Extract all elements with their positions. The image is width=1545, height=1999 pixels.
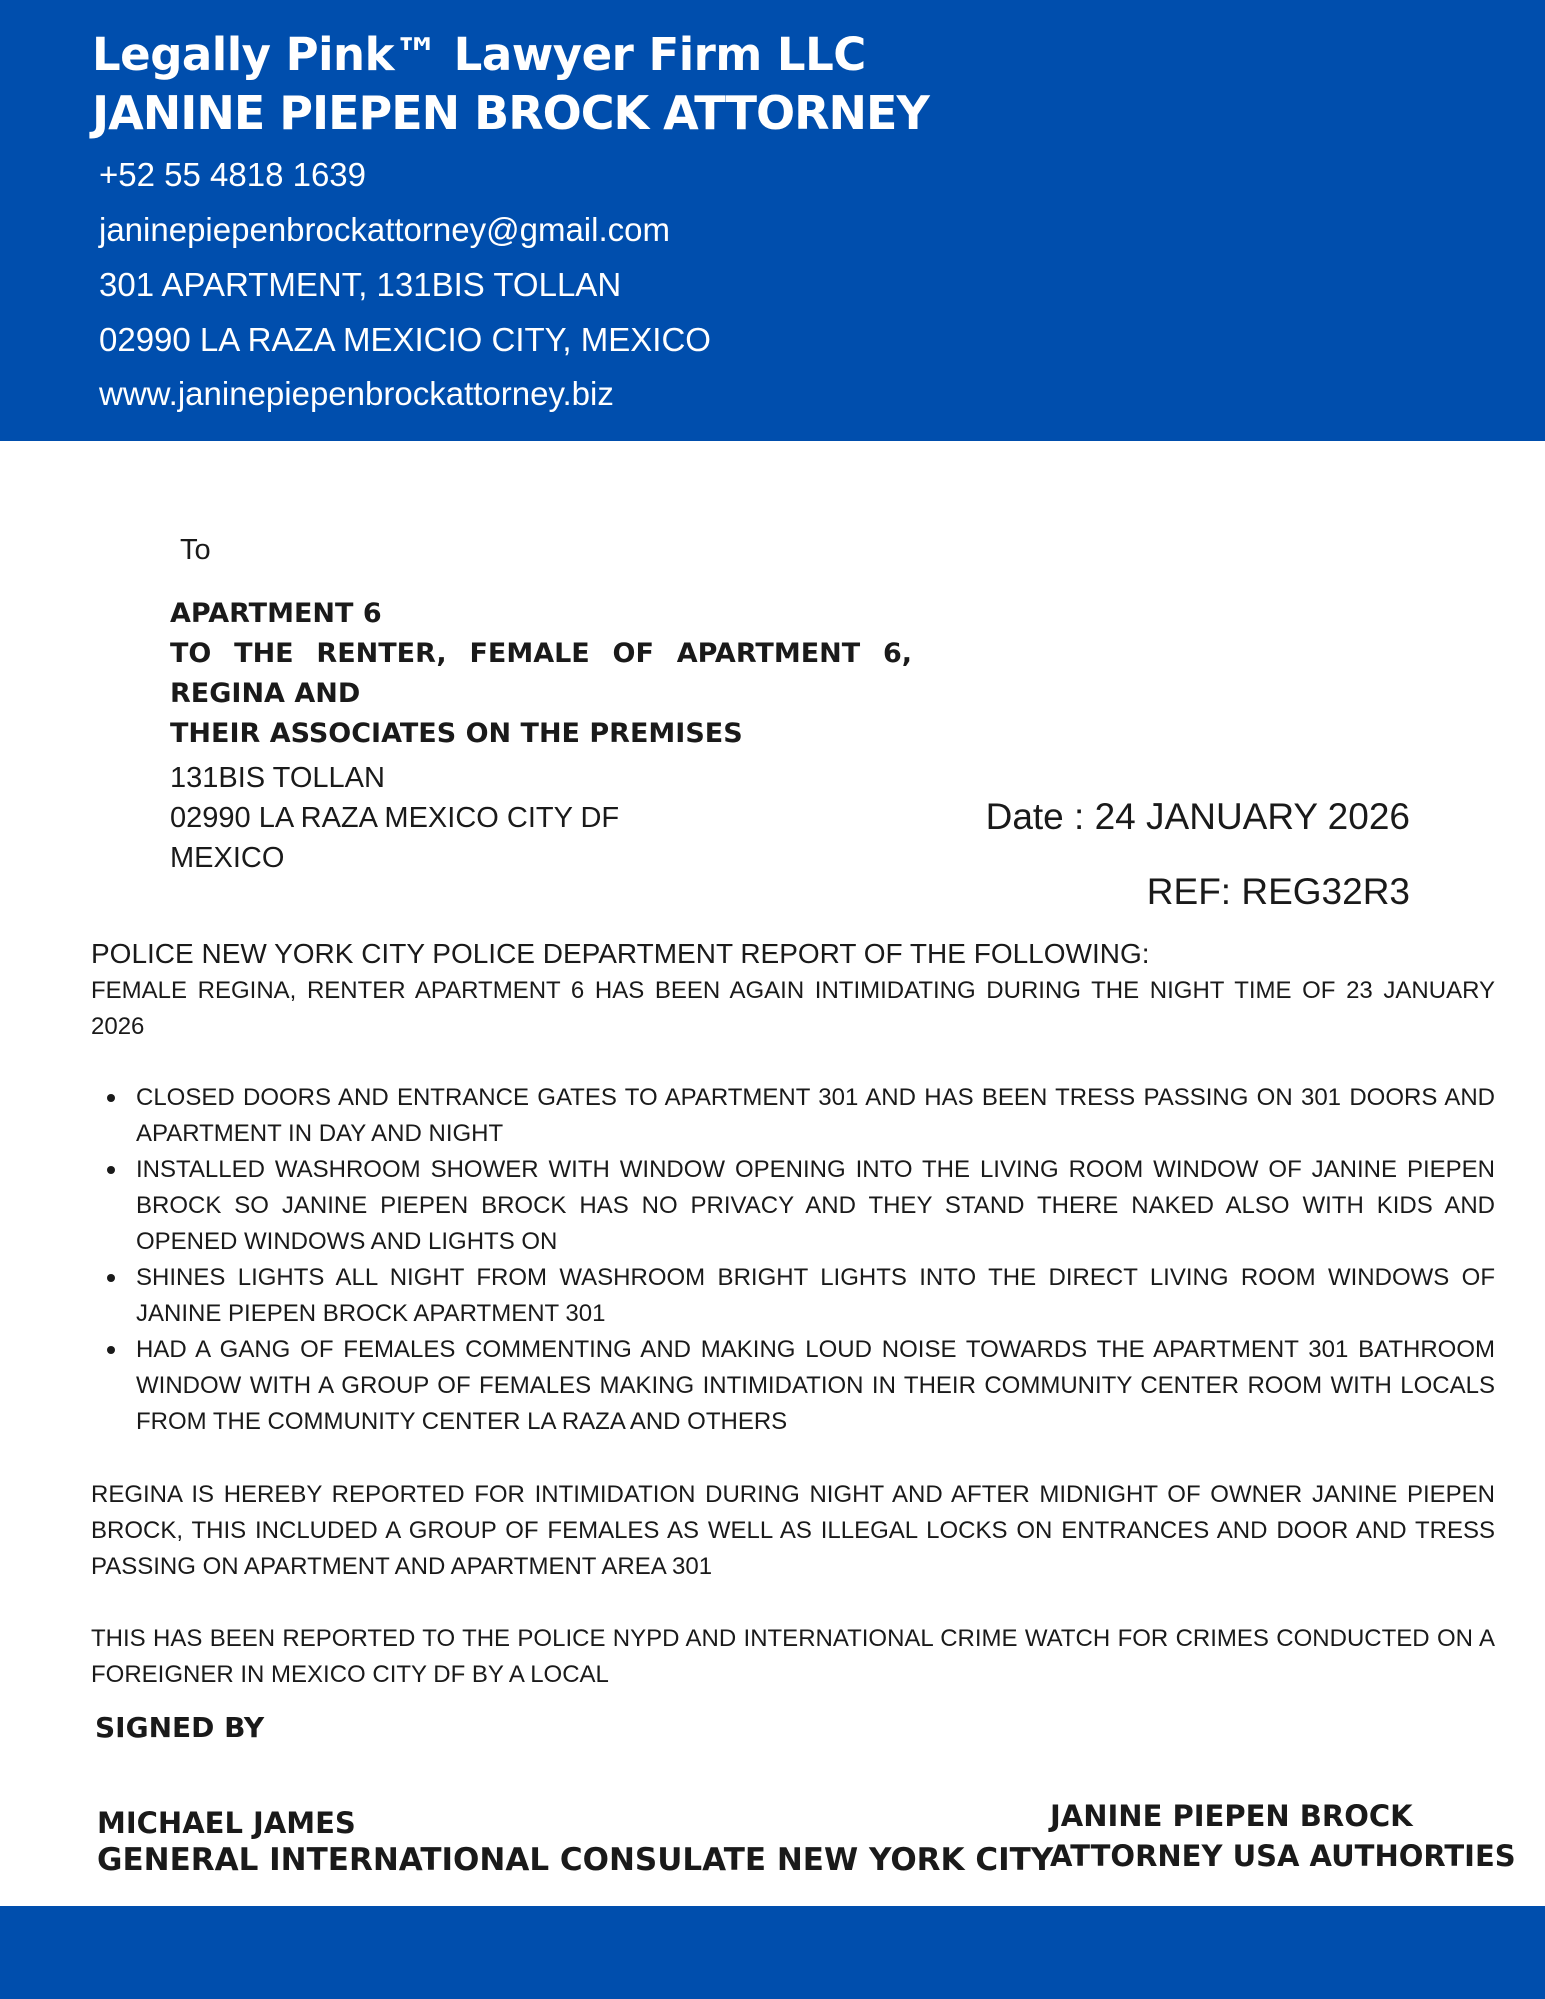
website-url: www.janinepiepenbrockattorney.biz	[99, 375, 614, 412]
email-address: janinepiepenbrockattorney@gmail.com	[99, 211, 670, 248]
reference-number: REF: REG32R3	[1146, 871, 1410, 912]
signatory-right-title: ATTORNEY USA AUTHORTIES	[1050, 1839, 1516, 1873]
sender-address-line-2: 02990 LA RAZA MEXICIO CITY, MEXICO	[99, 321, 711, 358]
recipient-line-4: THEIR ASSOCIATES ON THE PREMISES	[170, 718, 743, 749]
firm-name: Legally Pink™ Lawyer Firm LLC	[92, 28, 866, 81]
letterhead-band	[0, 0, 1545, 441]
recipient-address-line-2: 02990 LA RAZA MEXICO CITY DF	[170, 802, 620, 834]
recipient-line-1: APARTMENT 6	[170, 598, 382, 629]
report-paragraph: REGINA IS HEREBY REPORTED FOR INTIMIDATION DURING NIGHT AND AFTER MIDNIGHT OF OWNER JANINE PIEPEN BROCK, THIS INCLUDED A GROUP OF FEMALES AS WELL AS ILLEGAL LOCKS ON ENTRANCES AND DOOR AND TRESS PASSING ON APARTMENT AND APARTMENT AREA 301	[91, 1481, 1495, 1580]
signatory-left-title: GENERAL INTERNATIONAL CONSULATE NEW YORK CITY	[97, 1842, 1054, 1878]
report-heading: POLICE NEW YORK CITY POLICE DEPARTMENT REPORT OF THE FOLLOWING:	[91, 938, 1150, 969]
recipient-line-2: TO THE RENTER, FEMALE OF APARTMENT 6,	[170, 638, 912, 669]
signatory-left-name: MICHAEL JAMES	[97, 1806, 356, 1840]
footer-band	[0, 1906, 1545, 1999]
list-item: INSTALLED WASHROOM SHOWER WITH WINDOW OPENING INTO THE LIVING ROOM WINDOW OF JANINE PIEPEN BROCK SO JANINE PIEPEN BROCK HAS NO PRIVACY AND THEY STAND THERE NAKED ALSO WITH KIDS AND OPENED WINDOWS AND LIGHTS ON	[91, 1152, 1495, 1260]
recipient-block	[170, 594, 912, 754]
list-item: SHINES LIGHTS ALL NIGHT FROM WASHROOM BRIGHT LIGHTS INTO THE DIRECT LIVING ROOM WINDOWS OF JANINE PIEPEN BROCK APARTMENT 301	[91, 1260, 1495, 1332]
police-paragraph: THIS HAS BEEN REPORTED TO THE POLICE NYPD AND INTERNATIONAL CRIME WATCH FOR CRIMES CONDUCTED ON A FOREIGNER IN MEXICO CITY DF BY A LOCAL	[91, 1625, 1495, 1688]
recipient-address-line-3: MEXICO	[170, 842, 285, 874]
list-item: HAD A GANG OF FEMALES COMMENTING AND MAKING LOUD NOISE TOWARDS THE APARTMENT 301 BATHROOM WINDOW WITH A GROUP OF FEMALES MAKING INTIMIDATION IN THEIR COMMUNITY CENTER ROOM WITH LOCALS FROM THE COMMUNITY CENTER LA RAZA AND OTHERS	[91, 1332, 1495, 1440]
to-label: To	[180, 534, 211, 566]
recipient-line-3: REGINA AND	[170, 678, 361, 709]
signatory-right-name: JANINE PIEPEN BROCK	[1050, 1799, 1413, 1833]
recipient-address-line-1: 131BIS TOLLAN	[170, 762, 385, 794]
phone-number: +52 55 4818 1639	[99, 156, 367, 193]
sender-address-line-1: 301 APARTMENT, 131BIS TOLLAN	[99, 266, 622, 303]
attorney-name: JANINE PIEPEN BROCK ATTORNEY	[92, 86, 929, 140]
intro-paragraph: FEMALE REGINA, RENTER APARTMENT 6 HAS BEEN AGAIN INTIMIDATING DURING THE NIGHT TIME OF 23 JANUARY 2026	[91, 977, 1495, 1040]
incident-list	[91, 1080, 1495, 1440]
list-item: CLOSED DOORS AND ENTRANCE GATES TO APARTMENT 301 AND HAS BEEN TRESS PASSING ON 301 DOORS AND APARTMENT IN DAY AND NIGHT	[91, 1080, 1495, 1152]
letter-date: Date : 24 JANUARY 2026	[985, 796, 1410, 837]
signed-by-label: SIGNED BY	[95, 1711, 265, 1744]
